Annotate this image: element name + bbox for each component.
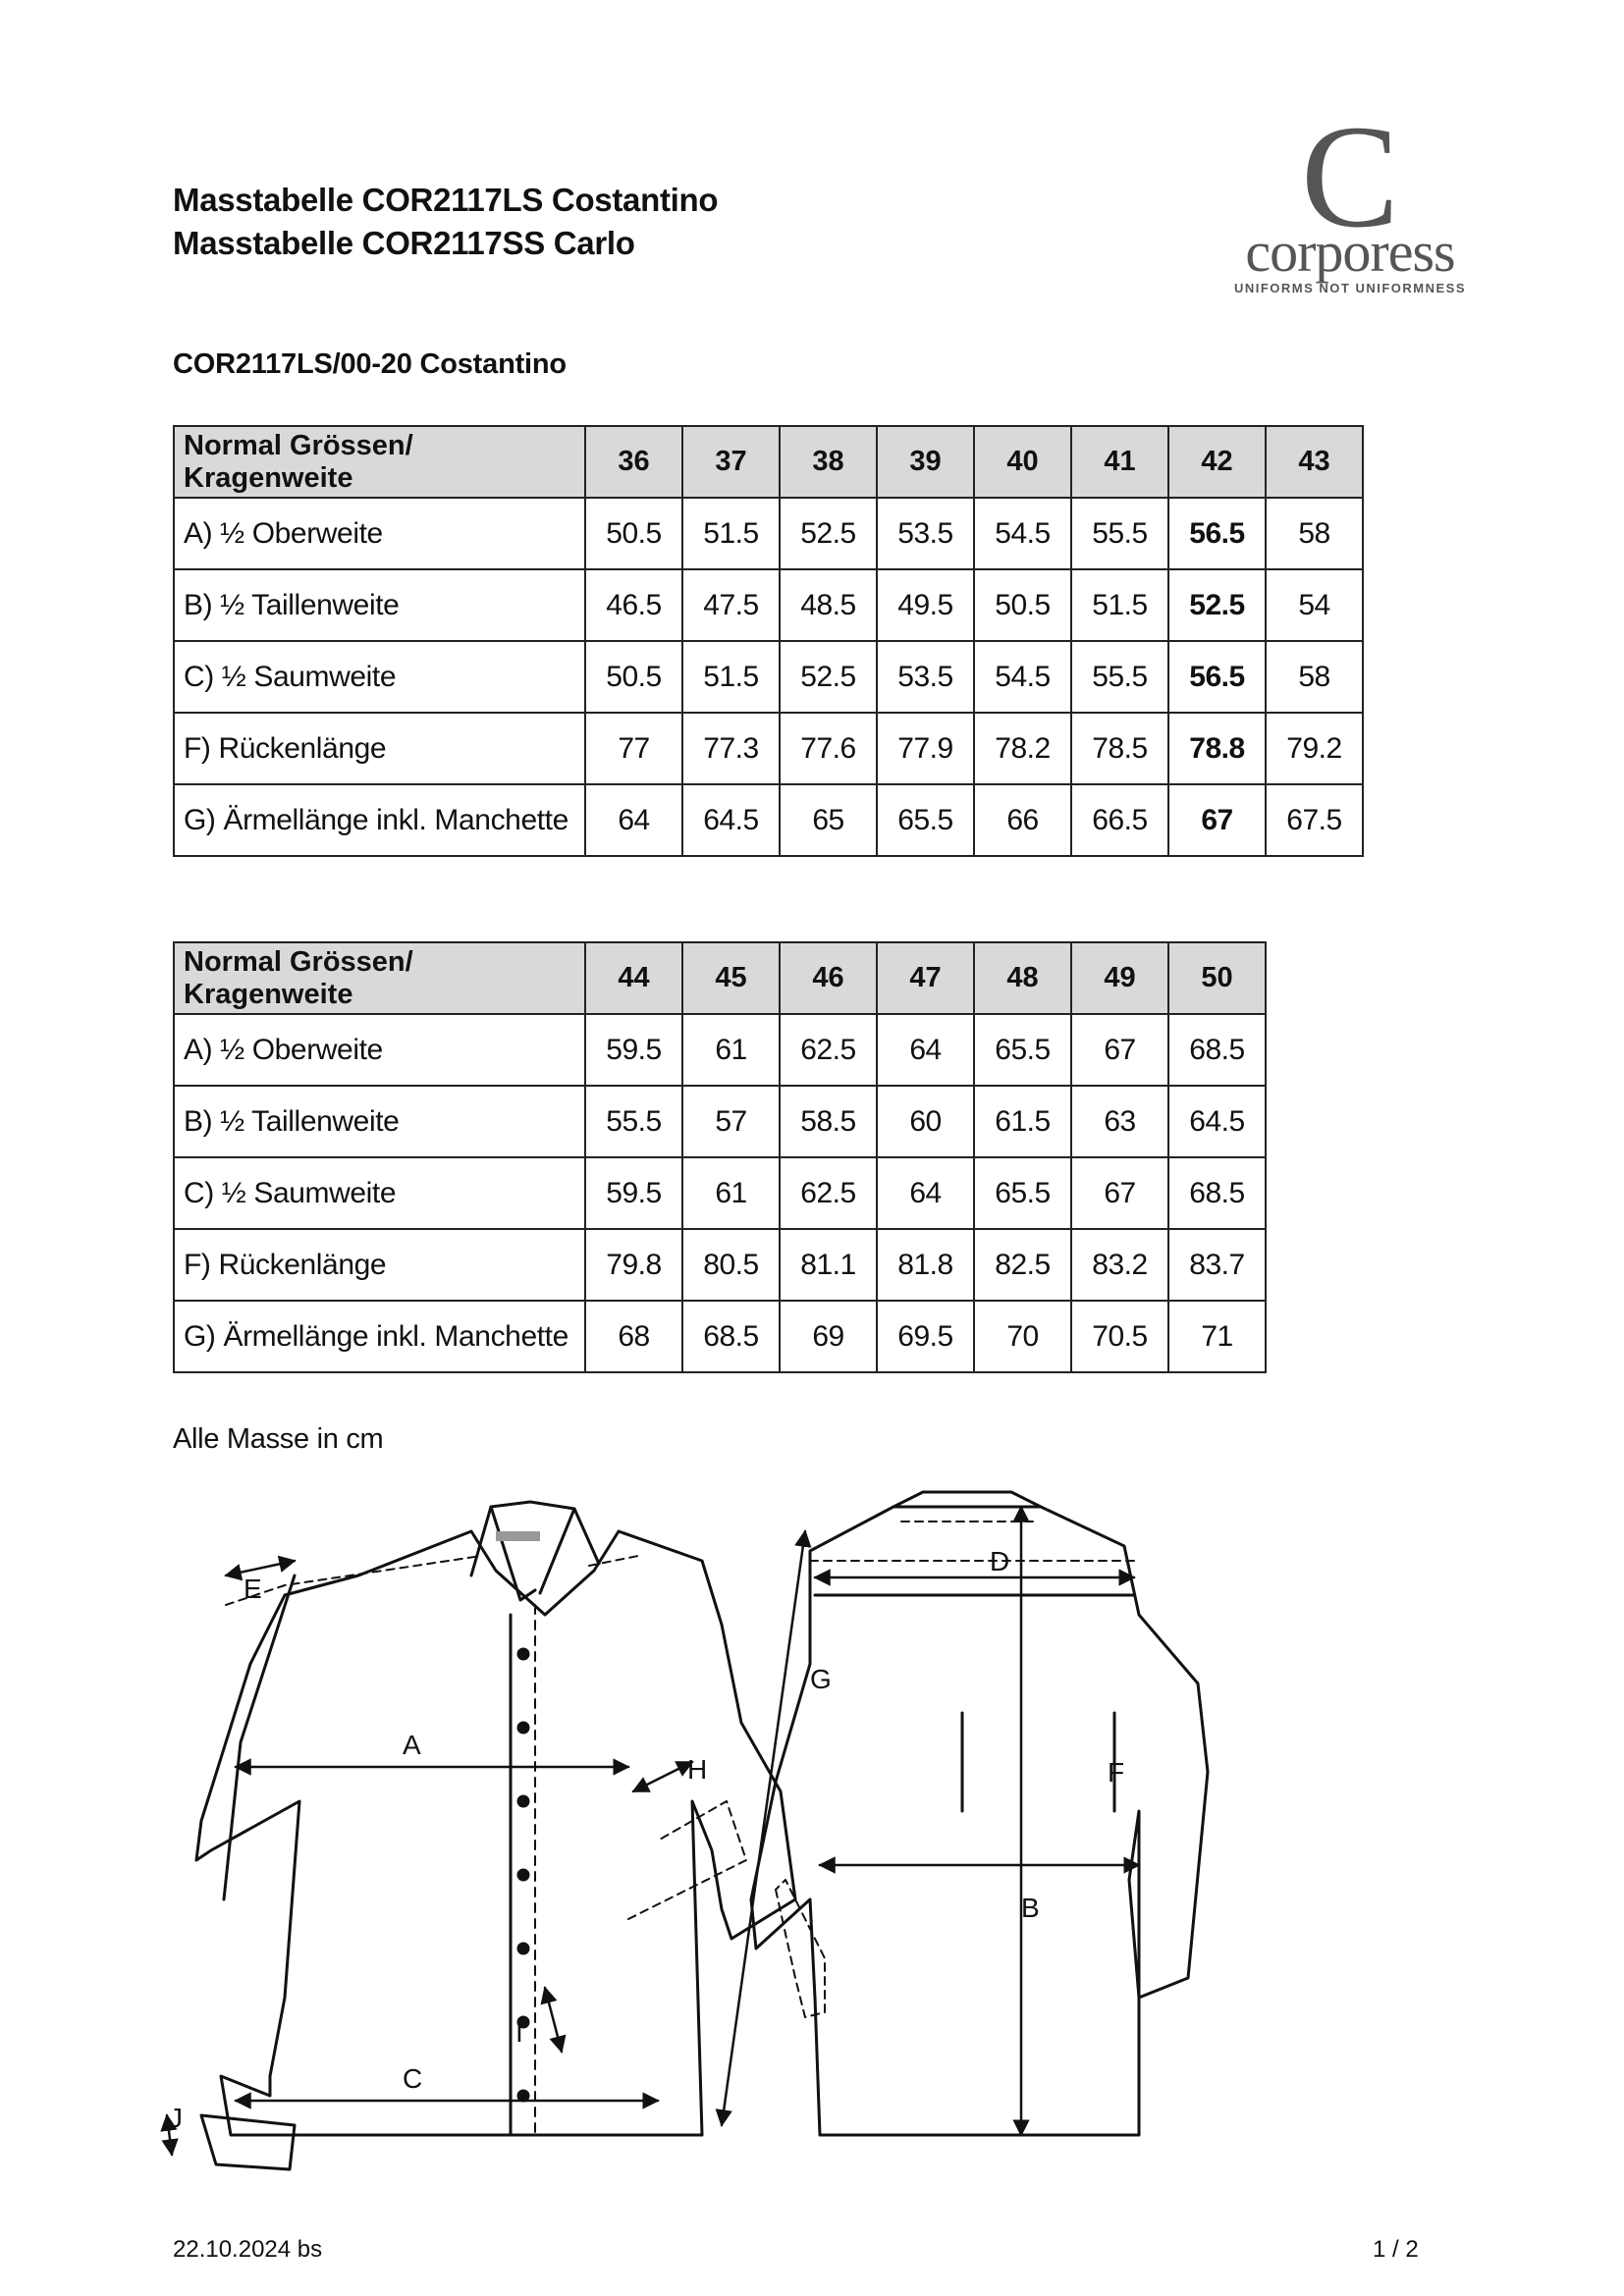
- measurement-value: 46.5: [585, 569, 682, 641]
- size-column-header: 48: [974, 942, 1071, 1014]
- footer-page-number: 1 / 2: [1373, 2236, 1419, 2263]
- footer-date: 22.10.2024 bs: [173, 2236, 323, 2263]
- measurement-value: 62.5: [780, 1157, 877, 1229]
- measurement-value: 61.5: [974, 1086, 1071, 1157]
- size-column-header: 50: [1168, 942, 1266, 1014]
- size-column-header: 49: [1071, 942, 1168, 1014]
- measurement-value: 60: [877, 1086, 974, 1157]
- table-header-row: [174, 942, 1266, 1014]
- measurement-value: 59.5: [585, 1014, 682, 1086]
- measurement-value: 64: [877, 1157, 974, 1229]
- size-table-2: [173, 941, 1267, 1373]
- measurement-value: 69.5: [877, 1301, 974, 1372]
- measurement-value: 66.5: [1071, 784, 1168, 856]
- measurement-value: 55.5: [1071, 641, 1168, 713]
- measurement-value-highlighted: 52.5: [1168, 569, 1266, 641]
- measurement-value: 77.3: [682, 713, 780, 784]
- size-column-header: 41: [1071, 426, 1168, 498]
- measurement-label: G) Ärmellänge inkl. Manchette: [174, 784, 585, 856]
- measurement-value: 67: [1071, 1157, 1168, 1229]
- measurement-value: 68.5: [682, 1301, 780, 1372]
- measurement-value: 68: [585, 1301, 682, 1372]
- shirt-back-drawing: [751, 1492, 1208, 2135]
- measurement-value: 79.8: [585, 1229, 682, 1301]
- size-column-header: 45: [682, 942, 780, 1014]
- measurement-value: 52.5: [780, 641, 877, 713]
- measurement-value: 77: [585, 713, 682, 784]
- measurement-value: 61: [682, 1014, 780, 1086]
- measurement-value: 49.5: [877, 569, 974, 641]
- measurement-value: 57: [682, 1086, 780, 1157]
- table-header-row: [174, 426, 1363, 498]
- measurement-value: 67: [1071, 1014, 1168, 1086]
- measurement-value: 78.2: [974, 713, 1071, 784]
- measurement-value: 51.5: [682, 641, 780, 713]
- size-column-header: 39: [877, 426, 974, 498]
- measurement-label: G) Ärmellänge inkl. Manchette: [174, 1301, 585, 1372]
- size-column-header: 46: [780, 942, 877, 1014]
- measurement-label: B) ½ Taillenweite: [174, 1086, 585, 1157]
- table-row: [174, 498, 1363, 569]
- measurement-value: 50.5: [585, 641, 682, 713]
- logo-letter: C: [1300, 95, 1400, 258]
- diagram-label-G: G: [810, 1664, 832, 1694]
- size-column-header: 40: [974, 426, 1071, 498]
- measurement-value: 78.5: [1071, 713, 1168, 784]
- table-row: [174, 784, 1363, 856]
- size-column-header: 44: [585, 942, 682, 1014]
- measurement-value: 61: [682, 1157, 780, 1229]
- measurement-value: 66: [974, 784, 1071, 856]
- measurement-value: 80.5: [682, 1229, 780, 1301]
- measurement-value: 64.5: [1168, 1086, 1266, 1157]
- size-column-header: 38: [780, 426, 877, 498]
- diagram-label-F: F: [1108, 1757, 1125, 1788]
- measurement-value: 55.5: [585, 1086, 682, 1157]
- measurement-label: F) Rückenlänge: [174, 1229, 585, 1301]
- measurement-value: 65.5: [974, 1014, 1071, 1086]
- diagram-label-H: H: [687, 1754, 708, 1785]
- measurement-value: 55.5: [1071, 498, 1168, 569]
- measurement-value: 54.5: [974, 498, 1071, 569]
- diagram-label-D: D: [990, 1546, 1010, 1576]
- measurement-value: 58.5: [780, 1086, 877, 1157]
- table-row: [174, 713, 1363, 784]
- measurement-value: 79.2: [1266, 713, 1363, 784]
- table-row: [174, 1229, 1266, 1301]
- measurement-label: B) ½ Taillenweite: [174, 569, 585, 641]
- product-subtitle: COR2117LS/00-20 Costantino: [173, 348, 567, 380]
- measurement-value: 58: [1266, 641, 1363, 713]
- measurement-value: 71: [1168, 1301, 1266, 1372]
- measurement-value: 65: [780, 784, 877, 856]
- measurement-value: 48.5: [780, 569, 877, 641]
- measurement-value: 51.5: [682, 498, 780, 569]
- size-header-label: Normal Grössen/ Kragenweite: [174, 426, 585, 498]
- measurement-value: 53.5: [877, 641, 974, 713]
- measurement-value: 58: [1266, 498, 1363, 569]
- diagram-label-B: B: [1021, 1893, 1040, 1923]
- measurement-value: 68.5: [1168, 1157, 1266, 1229]
- measurement-value-highlighted: 67: [1168, 784, 1266, 856]
- measurement-value-highlighted: 56.5: [1168, 641, 1266, 713]
- measurement-value: 81.8: [877, 1229, 974, 1301]
- measurement-value: 77.6: [780, 713, 877, 784]
- measurement-value: 64: [877, 1014, 974, 1086]
- measurement-value: 68.5: [1168, 1014, 1266, 1086]
- measurement-value: 83.2: [1071, 1229, 1168, 1301]
- size-column-header: 36: [585, 426, 682, 498]
- measurement-label: C) ½ Saumweite: [174, 1157, 585, 1229]
- page-title-line-1: Masstabelle COR2117LS Costantino: [173, 182, 719, 218]
- title-block: [173, 179, 718, 265]
- size-column-header: 47: [877, 942, 974, 1014]
- table-row: [174, 641, 1363, 713]
- measurement-value: 54: [1266, 569, 1363, 641]
- diagram-label-E: E: [244, 1574, 262, 1604]
- shirt-front-drawing: [196, 1502, 795, 2169]
- measurement-value: 70: [974, 1301, 1071, 1372]
- size-column-header: 43: [1266, 426, 1363, 498]
- measurement-value: 53.5: [877, 498, 974, 569]
- measurement-value: 50.5: [585, 498, 682, 569]
- table-row: [174, 569, 1363, 641]
- diagram-label-A: A: [403, 1730, 421, 1760]
- measurement-value: 70.5: [1071, 1301, 1168, 1372]
- measurement-value: 81.1: [780, 1229, 877, 1301]
- logo-tagline: UNIFORMS NOT UNIFORMNESS: [1233, 281, 1467, 295]
- diagram-label-I: I: [515, 2017, 523, 2048]
- measurement-value-highlighted: 78.8: [1168, 713, 1266, 784]
- size-table-1: [173, 425, 1364, 857]
- page-title-line-2: Masstabelle COR2117SS Carlo: [173, 225, 635, 261]
- measurement-value: 50.5: [974, 569, 1071, 641]
- measurement-value: 52.5: [780, 498, 877, 569]
- measurement-value: 83.7: [1168, 1229, 1266, 1301]
- measurement-value: 47.5: [682, 569, 780, 641]
- table-row: [174, 1014, 1266, 1086]
- measurement-value: 82.5: [974, 1229, 1071, 1301]
- measurement-value: 64: [585, 784, 682, 856]
- measurement-value: 65.5: [974, 1157, 1071, 1229]
- table-row: [174, 1157, 1266, 1229]
- measurement-label: F) Rückenlänge: [174, 713, 585, 784]
- table-row: [174, 1086, 1266, 1157]
- logo-name: corporess: [1245, 220, 1455, 284]
- measurement-value-highlighted: 56.5: [1168, 498, 1266, 569]
- measurement-value: 69: [780, 1301, 877, 1372]
- shirt-measurement-diagram: [169, 1487, 1375, 2174]
- table-row: [174, 1301, 1266, 1372]
- measurement-label: A) ½ Oberweite: [174, 498, 585, 569]
- measurement-value: 59.5: [585, 1157, 682, 1229]
- diagram-label-C: C: [403, 2063, 423, 2094]
- unit-note: Alle Masse in cm: [173, 1423, 384, 1455]
- measurement-value: 51.5: [1071, 569, 1168, 641]
- measurement-value: 54.5: [974, 641, 1071, 713]
- measurement-value: 64.5: [682, 784, 780, 856]
- size-header-label: Normal Grössen/ Kragenweite: [174, 942, 585, 1014]
- corporess-logo: [1203, 95, 1497, 302]
- measurement-value: 63: [1071, 1086, 1168, 1157]
- diagram-label-J: J: [169, 2103, 183, 2133]
- measurement-label: A) ½ Oberweite: [174, 1014, 585, 1086]
- size-column-header: 37: [682, 426, 780, 498]
- measurement-value: 67.5: [1266, 784, 1363, 856]
- measurement-label: C) ½ Saumweite: [174, 641, 585, 713]
- size-column-header: 42: [1168, 426, 1266, 498]
- measurement-value: 62.5: [780, 1014, 877, 1086]
- measurement-value: 77.9: [877, 713, 974, 784]
- measurement-value: 65.5: [877, 784, 974, 856]
